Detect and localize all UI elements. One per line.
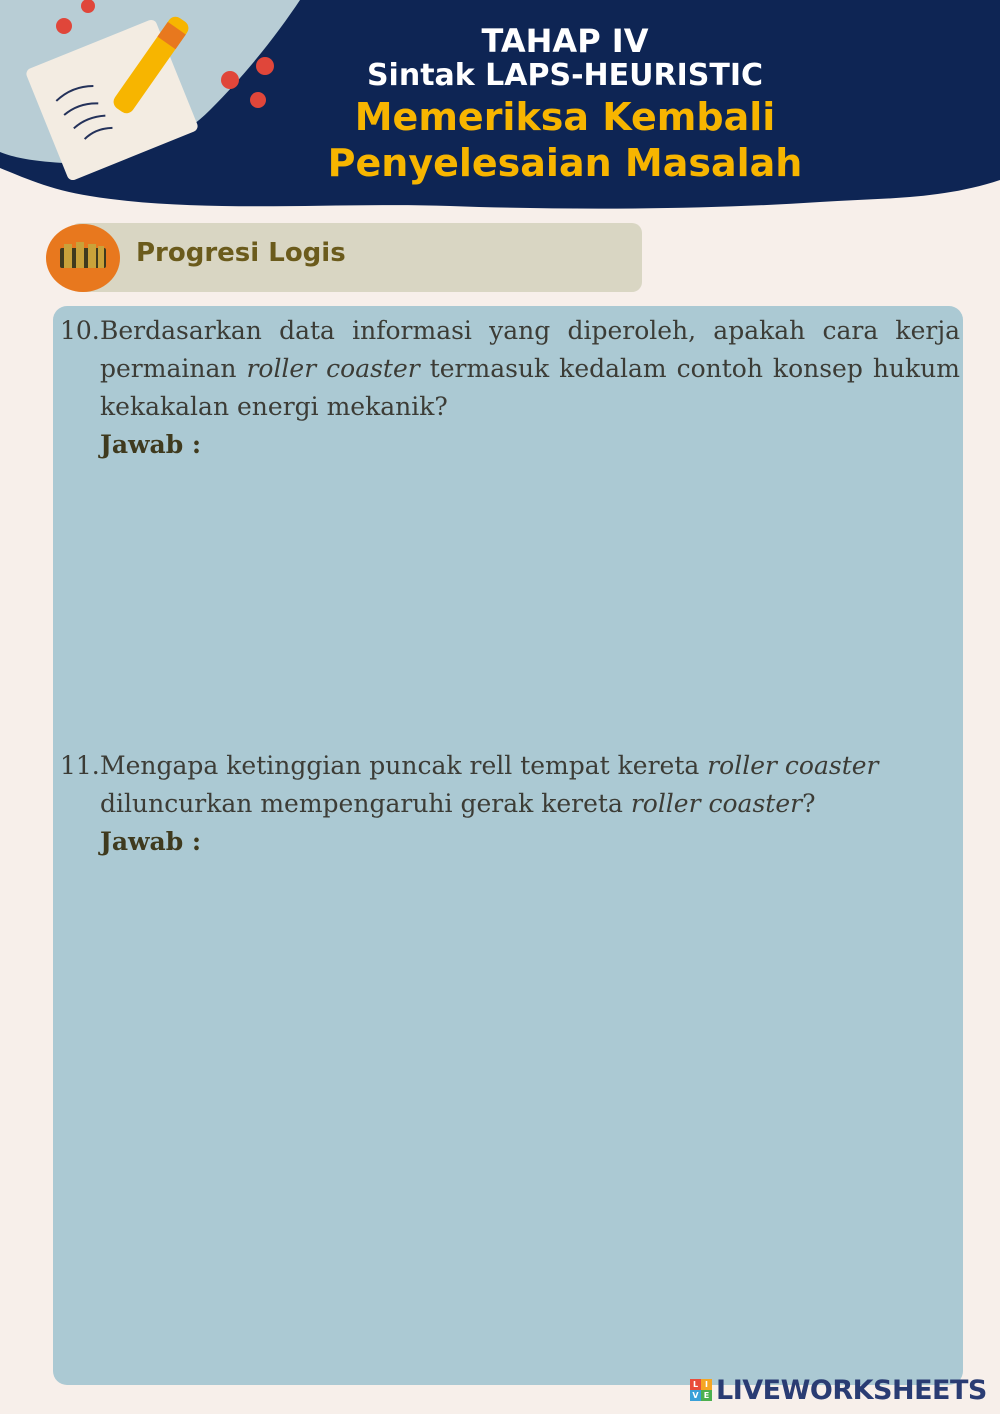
question-text: Mengapa ketinggian puncak rell tempat kereta roller coaster diluncurkan mempengaruhi gerak kereta roller coaster? [100,751,879,818]
question-10 [60,312,960,464]
brand-text: LIVEWORKSHEETS [716,1374,987,1406]
answer-label: Jawab : [100,827,202,856]
header-text [300,22,830,186]
books-icon [46,224,120,292]
stage-heading: TAHAP IV [481,22,649,60]
brand-icon: L I V E [690,1379,712,1401]
answer-area-10[interactable] [100,466,960,726]
question-number: 10. [60,316,100,345]
question-text: Berdasarkan data informasi yang diperoleh, apakah cara kerja permainan roller coaster termasuk kedalam contoh konsep hukum kekakalan energi mekanik? [100,316,960,421]
question-number: 11. [60,751,100,780]
page-title-line-2: Penyelesaian Masalah [327,141,803,185]
section-label: Progresi Logis [136,238,346,268]
question-11 [60,747,960,861]
liveworksheets-logo [690,1374,987,1406]
page-title-line-1: Memeriksa Kembali [354,95,776,139]
syntax-heading: Sintak LAPS-HEURISTIC [366,58,764,93]
answer-area-11[interactable] [100,862,960,1362]
answer-label: Jawab : [100,430,202,459]
